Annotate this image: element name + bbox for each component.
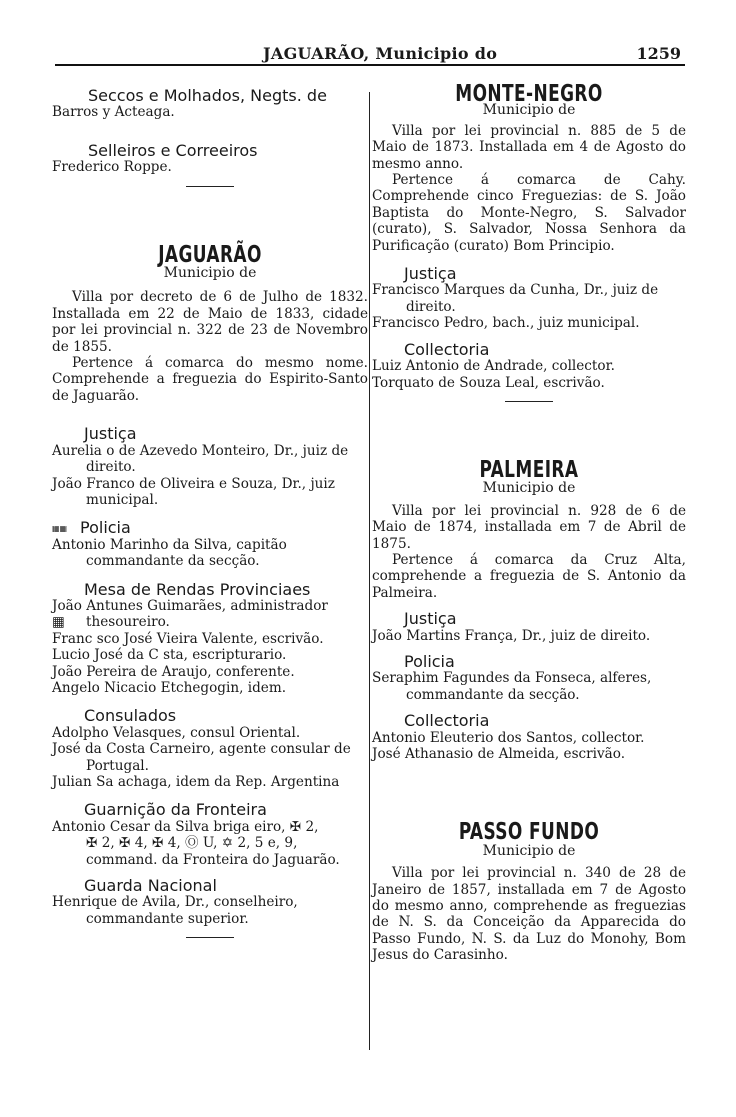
entry: Franc sco José Vieira Valente, escrivão.	[52, 630, 324, 647]
section-heading: Justiça	[404, 264, 457, 284]
municipality-subtitle: Municipio de	[163, 265, 257, 282]
entry: Aurelia o de Azevedo Monteiro, Dr., juiz de direito.	[52, 442, 349, 476]
entry	[52, 614, 368, 630]
municipality-title: PASSO FUNDO	[458, 819, 600, 846]
section-pa-policia	[372, 651, 686, 703]
description-paragraph: Villa por lei provincial n. 340 de 28 de Janeiro de 1857, installada em 7 de Agosto do mesmo anno, comprehende as freguezias de N. S. da Conceição da Apparecida do Passo Fundo, N. S. da Luz do Monohy, Bom Jesus do Carasinho.	[372, 865, 686, 964]
description-paragraph: Villa por lei provincial n. 928 de 6 de Maio de 1874, installada em 7 de Abril de 1875.	[372, 502, 686, 552]
section-pa-justica	[372, 611, 686, 644]
municipality-title: MONTE-NEGRO	[455, 81, 603, 107]
municipality-subtitle: Municipio de	[482, 842, 576, 859]
ornament-icon: ▦	[52, 614, 65, 631]
section-policia	[52, 520, 368, 569]
municipality-subtitle: Municipio de	[482, 102, 576, 119]
section-mesa	[52, 579, 368, 697]
section-guarda	[52, 878, 368, 938]
entry: Adolpho Velasques, consul Oriental.	[52, 724, 301, 741]
entry: Francisco Marques da Cunha, Dr., juiz de direito.	[372, 282, 659, 315]
section-mn-collectoria	[372, 339, 686, 402]
section-heading: Seccos e Molhados, Negts. de	[88, 86, 327, 105]
entry: João Franco de Oliveira e Souza, Dr., juiz municipal.	[52, 475, 335, 508]
description-paragraph: Villa por lei provincial n. 885 de 5 de Maio de 1873. Installada em 4 de Agosto do mesmo anno.	[372, 122, 686, 172]
separator-rule	[186, 186, 234, 187]
entry: Antonio Cesar da Silva briga eiro, ✠ 2,	[52, 818, 319, 835]
section-selleiros	[52, 140, 368, 187]
entry: Henrique de Avila, Dr., conselheiro, commandante superior.	[52, 894, 298, 927]
section-heading: Guarda Nacional	[84, 876, 217, 896]
description-paragraph: Villa por decreto de 6 de Julho de 1832. Installada em 22 de Maio de 1833, cidade por lei provincial n. 322 de 23 de Novembro de 1855.	[52, 289, 368, 355]
municipality-jaguarao	[52, 241, 368, 405]
section-pa-collectoria	[372, 713, 686, 762]
entry: Torquato de Souza Leal, escrivão.	[372, 374, 605, 391]
entry: Angelo Nicacio Etchegogin, idem.	[52, 679, 287, 696]
running-title: JAGUARÃO, Municipio do	[263, 44, 498, 63]
municipality-subtitle: Municipio de	[482, 480, 576, 497]
entry-continuation: command. da Fronteira do Jaguarão.	[86, 851, 340, 868]
municipality-passofundo	[372, 819, 686, 964]
municipality-palmeira	[372, 456, 686, 601]
section-heading	[52, 520, 368, 536]
entry: Frederico Roppe.	[52, 159, 172, 176]
entry: José da Costa Carneiro, agente consular de Portugal.	[52, 741, 351, 774]
section-heading-text: Policia	[80, 518, 131, 538]
description-paragraph: Pertence á comarca do mesmo nome. Comprehende a freguezia do Espirito-Santo de Jaguarão.	[52, 355, 368, 404]
separator-rule	[505, 401, 553, 402]
section-consulados	[52, 708, 368, 790]
section-guarnicao	[52, 802, 368, 868]
entry: Antonio Marinho da Silva, capitão commandante da secção.	[52, 536, 287, 570]
page-number: 1259	[636, 44, 681, 63]
entry: Julian Sa achaga, idem da Rep. Argentina	[52, 774, 340, 790]
entry: João Pereira de Araujo, conferente.	[52, 663, 295, 680]
separator-rule	[186, 937, 234, 938]
section-heading: Justiça	[84, 424, 137, 444]
column-divider	[369, 92, 370, 1050]
entry: Lucio José da C sta, escripturario.	[52, 647, 287, 664]
entry: João Martins França, Dr., juiz de direito.	[372, 627, 651, 644]
entry: José Athanasio de Almeida, escrivão.	[372, 746, 626, 762]
header-rule	[55, 64, 685, 66]
entry: Seraphim Fagundes da Fonseca, alferes, commandante da secção.	[372, 670, 652, 703]
left-column	[52, 86, 368, 938]
entry: Antonio Eleuterio dos Santos, collector.	[372, 729, 645, 746]
municipality-title: PALMEIRA	[479, 456, 579, 483]
entry: Barros y Acteaga.	[52, 104, 175, 121]
section-heading: Justiça	[404, 609, 457, 629]
entry: João Antunes Guimarães, administrador	[52, 597, 328, 614]
description-paragraph: Pertence á comarca da Cruz Alta, comprehende a freguezia de S. Antonio da Palmeira.	[372, 551, 686, 601]
section-seccos	[52, 88, 368, 121]
municipality-montenegro	[372, 81, 686, 254]
section-mn-justica	[372, 266, 686, 332]
right-column	[372, 81, 686, 964]
section-heading: Collectoria	[404, 339, 490, 359]
description-paragraph: Pertence á comarca de Cahy. Comprehende cinco Freguezias: de S. João Baptista do Monte-Negro, S. Salvador (curato), S. Salvador, Nossa Senhora da Purificação (curato) Bom Principio.	[372, 172, 686, 254]
section-heading: Collectoria	[404, 711, 490, 731]
entry: Luiz Antonio de Andrade, collector.	[372, 358, 615, 375]
municipality-title: JAGUARÃO	[158, 241, 262, 268]
entry-text: thesoureiro.	[86, 614, 170, 631]
section-heading: Selleiros e Correeiros	[88, 140, 258, 160]
section-heading: Consulados	[84, 706, 177, 726]
section-justica	[52, 426, 368, 508]
ornament-icon: ▦▦	[52, 523, 68, 533]
section-heading: Guarnição da Fronteira	[84, 800, 267, 820]
page-header	[55, 40, 685, 64]
section-heading: Policia	[404, 651, 455, 671]
section-heading: Mesa de Rendas Provinciaes	[84, 579, 311, 599]
entry: Francisco Pedro, bach., juiz municipal.	[372, 315, 640, 332]
entry-continuation: ✠ 2, ✠ 4, ✠ 4, Ⓞ U, ✡ 2, 5 e, 9,	[86, 835, 298, 852]
